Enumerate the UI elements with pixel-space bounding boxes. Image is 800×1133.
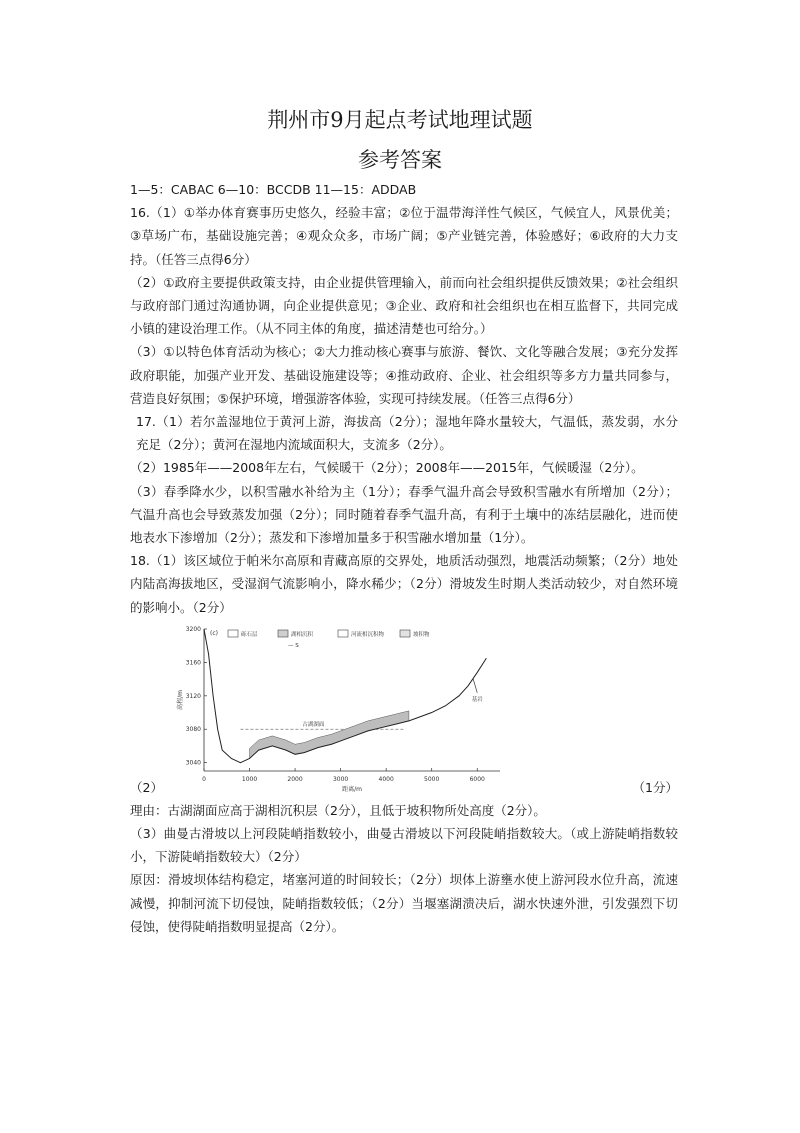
q18-reason: 理由：古湖湖面应高于湖相沉积层（2分），且低于坡积物所处高度（2分）。 — [130, 802, 546, 818]
q18-part2-label: （2） — [130, 779, 163, 795]
legend-swatch — [338, 630, 348, 637]
q18-part3: （3）曲曼古滑坡以上河段陡峭指数较小，曲曼古滑坡以下河段陡峭指数较大。（或上游陡峭指数较小，下游陡峭指数较大）（2分） — [130, 826, 678, 865]
y-tick-label: 3080 — [185, 726, 201, 734]
q18-part2-score: （1分） — [632, 779, 678, 795]
q18-figure-row — [130, 619, 678, 799]
legend-label: 砾石层 — [241, 631, 258, 638]
bedrock-label: 基岩 — [471, 696, 483, 703]
q18-cause: 原因：滑坡坝体结构稳定，堵塞河道的时间较长；（2分）坝体上游壅水使上游河段水位升高，流速减慢，抑制河流下切侵蚀，陡峭指数较低；（2分）当堰塞湖溃决后，湖水快速外泄，引发强烈下切侵蚀，使得陡峭指数明显提高（2分）。 — [130, 872, 678, 934]
q17-part2: （2）1985年——2008年左右，气候暖干（2分）；2008年——2015年，气候暖湿（2分）。 — [130, 460, 644, 476]
legend-label: 河流相沉积物 — [351, 631, 385, 638]
elevation-profile-chart — [170, 619, 510, 797]
legend-extra: — S — [288, 642, 299, 649]
x-tick-label: 6000 — [469, 775, 485, 783]
page-subtitle: 参考答案 — [358, 148, 442, 172]
q17-part1: 17.（1）若尔盖湿地位于黄河上游，海拔高（2分）；湿地年降水量较大，气温低，蒸发弱，水分充足（2分）；黄河在湿地内流域面积大，支流多（2分）。 — [136, 414, 678, 453]
q18-part1: 18.（1）该区域位于帕米尔高原和青藏高原的交界处，地质活动强烈，地震活动频繁；（2分）地处内陆高海拔地区，受湿润气流影响小，降水稀少；（2分）滑坡发生时期人类活动较少，对自然环境的影响小。（2分） — [130, 553, 678, 615]
legend-label: 湖相沉积 — [291, 631, 314, 638]
legend-label: 坡积物 — [413, 631, 430, 638]
bedrock-arrow — [473, 679, 477, 693]
y-tick-label: 3160 — [185, 659, 201, 667]
legend-swatch — [400, 630, 410, 637]
paleolake-label: 古湖湖面 — [302, 722, 325, 729]
x-tick-label: 2000 — [287, 775, 303, 783]
page-title: 荆州市9月起点考试地理试题 — [267, 108, 533, 132]
x-tick-label: 3000 — [332, 775, 349, 783]
choice-answers: 1—5：CABAC 6—10：BCCDB 11—15：ADDAB — [130, 182, 417, 197]
y-tick-label: 3200 — [185, 625, 201, 633]
elevation-profile-line — [204, 629, 486, 763]
legend-swatch — [278, 630, 288, 637]
x-tick-label: 1000 — [241, 775, 258, 783]
legend-swatch — [228, 630, 238, 637]
lake-sediment-fill — [250, 711, 409, 759]
q16-part1: 16.（1）①举办体育赛事历史悠久，经验丰富；②位于温带海洋性气候区，气候宜人，风景优美；③草场广布，基础设施完善；④观众众多，市场广阔；⑤产业链完善，体验感好；⑥政府的大力支持。（任答三点得6分） — [130, 205, 678, 267]
q16-part3: （3）①以特色体育活动为核心；②大力推动核心赛事与旅游、餐饮、文化等融合发展；③充分发挥政府职能，加强产业开发、基础设施建设等；④推动政府、企业、社会组织等多方力量共同参与，营造良好氛围；⑤保护环境，增强游客体验，实现可持续发展。（任答三点得6分） — [130, 344, 678, 406]
q17-part3: （3）春季降水少，以积雪融水补给为主（1分）；春季气温升高会导致积雪融水有所增加（2分）；气温升高也会导致蒸发加强（2分）；同时随着春季气温升高，有利于土壤中的冻结层融化，进而使地表水下渗增加（2分）；蒸发和下渗增加量多于积雪融水增加量（1分）。 — [130, 483, 678, 546]
y-axis-label: 高程/m — [177, 689, 184, 710]
x-tick-label: 5000 — [424, 775, 440, 783]
x-tick-label: 4000 — [378, 775, 394, 783]
panel-label: (c) — [210, 629, 218, 637]
q16-part2: （2）①政府主要提供政策支持，由企业提供管理输入，前而向社会组织提供反馈效果；②社会组织与政府部门通过沟通协调，向企业提供意见；③企业、政府和社会组织也在相互监督下，共同完成小镇的建设治理工作。（从不同主体的角度，描述清楚也可给分。） — [130, 274, 678, 337]
answer-body — [130, 178, 678, 938]
y-tick-label: 3040 — [185, 759, 201, 767]
x-tick-label: 0 — [202, 775, 206, 783]
x-axis-label: 距离/m — [342, 785, 362, 793]
y-tick-label: 3120 — [185, 692, 201, 700]
